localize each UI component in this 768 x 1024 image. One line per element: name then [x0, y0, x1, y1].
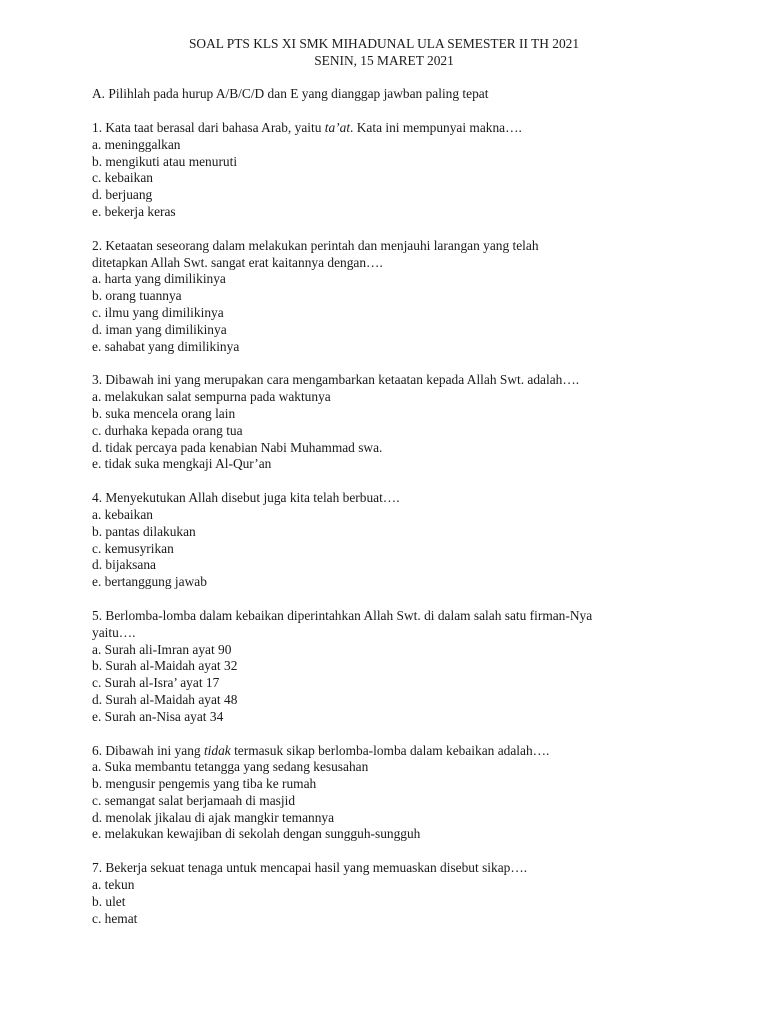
- option-d: d. Surah al-Maidah ayat 48: [92, 691, 238, 707]
- option-e: e. melakukan kewajiban di sekolah dengan sungguh-sungguh: [92, 826, 421, 842]
- question-text: [92, 120, 692, 137]
- exam-page: [92, 36, 692, 927]
- option-e: e. Surah an-Nisa ayat 34: [92, 708, 224, 724]
- option-c: c. kemusyrikan: [92, 540, 174, 556]
- option-d: d. iman yang dimilikinya: [92, 321, 227, 337]
- question-text-line: 2. Ketaatan seseorang dalam melakukan perintah dan menjauhi larangan yang telah: [92, 237, 539, 253]
- question-text: 7. Bekerja sekuat tenaga untuk mencapai hasil yang memuaskan disebut sikap….: [92, 860, 528, 876]
- question-text-line: yaitu….: [92, 624, 136, 640]
- option-a: a. Surah ali-Imran ayat 90: [92, 641, 232, 657]
- question-3: [92, 372, 692, 473]
- option-b: b. pantas dilakukan: [92, 523, 196, 539]
- option-a: a. Suka membantu tetangga yang sedang kesusahan: [92, 759, 369, 775]
- question-text-part: termasuk sikap berlomba-lomba dalam kebaikan adalah….: [230, 742, 550, 758]
- option-c: c. durhaka kepada orang tua: [92, 422, 243, 438]
- option-e: e. bekerja keras: [92, 203, 176, 219]
- option-c: c. hemat: [92, 910, 138, 926]
- question-4: [92, 490, 692, 591]
- option-d: d. berjuang: [92, 187, 153, 203]
- question-text-italic: tidak: [203, 742, 231, 758]
- option-d: d. menolak jikalau di ajak mangkir temannya: [92, 809, 335, 825]
- question-text-part: 6. Dibawah ini yang: [92, 742, 204, 758]
- instruction: A. Pilihlah pada hurup A/B/C/D dan E yang dianggap jawban paling tepat: [92, 86, 489, 101]
- question-text: 3. Dibawah ini yang merupakan cara mengambarkan ketaatan kepada Allah Swt. adalah….: [92, 372, 580, 388]
- question-2: [92, 238, 692, 356]
- option-c: c. ilmu yang dimilikinya: [92, 304, 224, 320]
- question-text-part: . Kata ini mempunyai makna….: [350, 120, 522, 135]
- option-e: e. tidak suka mengkaji Al-Qur’an: [92, 456, 272, 472]
- option-c: c. Surah al-Isra’ ayat 17: [92, 675, 220, 691]
- question-1: [92, 120, 692, 221]
- option-d: d. bijaksana: [92, 557, 156, 573]
- option-a: a. tekun: [92, 877, 135, 893]
- document-header: [84, 36, 684, 70]
- question-text-part: 1. Kata taat berasal dari bahasa Arab, yaitu: [92, 120, 325, 135]
- option-b: b. orang tuannya: [92, 288, 182, 304]
- option-d: d. tidak percaya pada kenabian Nabi Muhammad swa.: [92, 439, 383, 455]
- option-b: b. mengikuti atau menuruti: [92, 153, 238, 169]
- question-5: [92, 608, 692, 726]
- option-c: c. kebaikan: [92, 170, 153, 186]
- option-e: e. bertanggung jawab: [92, 574, 207, 590]
- question-text-line: 5. Berlomba-lomba dalam kebaikan diperintahkan Allah Swt. di dalam salah satu firman-Nya: [92, 607, 593, 623]
- option-a: a. melakukan salat sempurna pada waktunya: [92, 389, 331, 405]
- question-6: [92, 743, 692, 844]
- option-c: c. semangat salat berjamaah di masjid: [92, 792, 296, 808]
- header-title: SOAL PTS KLS XI SMK MIHADUNAL ULA SEMESTER II TH 2021: [188, 36, 580, 51]
- header-date: SENIN, 15 MARET 2021: [314, 53, 454, 68]
- question-text: [92, 743, 692, 760]
- option-b: b. ulet: [92, 893, 126, 909]
- option-a: a. harta yang dimilikinya: [92, 271, 226, 287]
- option-b: b. suka mencela orang lain: [92, 405, 236, 421]
- option-a: a. meninggalkan: [92, 136, 181, 152]
- option-b: b. mengusir pengemis yang tiba ke rumah: [92, 776, 317, 792]
- option-e: e. sahabat yang dimilikinya: [92, 338, 240, 354]
- option-a: a. kebaikan: [92, 506, 153, 522]
- question-7: [92, 860, 692, 927]
- question-text: 4. Menyekutukan Allah disebut juga kita telah berbuat….: [92, 490, 400, 506]
- question-text-line: ditetapkan Allah Swt. sangat erat kaitannya dengan….: [92, 254, 383, 270]
- option-b: b. Surah al-Maidah ayat 32: [92, 658, 238, 674]
- question-text-italic: ta’at: [324, 120, 351, 135]
